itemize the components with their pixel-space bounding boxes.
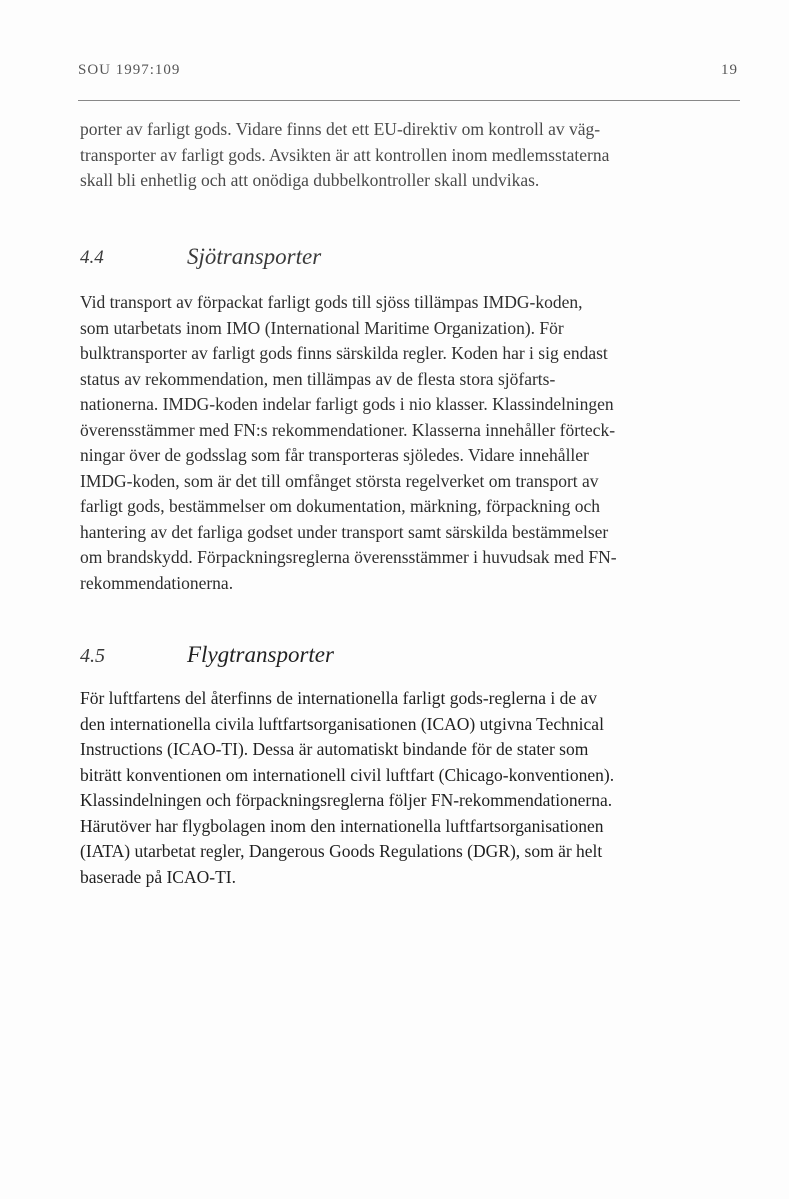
- intro-paragraph: [80, 117, 720, 194]
- paragraph-line: den internationella civila luftfartsorganisationen (ICAO) utgivna Technical: [80, 713, 604, 734]
- paragraph-line: IMDG-koden, som är det till omfånget största regelverket om transport av: [80, 470, 599, 491]
- section-title: Sjötransporter: [187, 244, 322, 269]
- paragraph-line: transporter av farligt gods. Avsikten är att kontrollen inom medlemsstaterna: [80, 144, 610, 165]
- paragraph-line: Instructions (ICAO-TI). Dessa är automatiskt bindande för de stater som: [80, 739, 589, 759]
- paragraph-line: bulktransporter av farligt gods finns särskilda regler. Koden har i sig endast: [80, 343, 608, 363]
- paragraph-line: ningar över de godsslag som får transporteras sjöledes. Vidare innehåller: [80, 445, 589, 465]
- paragraph-line: hantering av det farliga godset under transport samt särskilda bestämmelser: [80, 521, 609, 542]
- paragraph-line: Vid transport av förpackat farligt gods till sjöss tillämpas IMDG-koden,: [80, 292, 583, 312]
- paragraph-line: farligt gods, bestämmelser om dokumentation, märkning, förpackning och: [80, 496, 601, 516]
- section-number: 4.4: [80, 247, 104, 268]
- paragraph-line: För luftfartens del återfinns de internationella farligt gods-reglerna i de av: [80, 688, 598, 708]
- paragraph-line: Härutöver har flygbolagen inom den internationella luftfartsorganisationen: [80, 815, 604, 836]
- section-4-4-paragraph: [80, 290, 720, 596]
- paragraph-line: biträtt konventionen om internationell civil luftfart (Chicago-konventionen).: [80, 764, 615, 785]
- header-divider: [78, 100, 740, 101]
- paragraph-line: nationerna. IMDG-koden indelar farligt gods i nio klasser. Klassindelningen: [80, 394, 614, 414]
- publication-reference: SOU 1997:109: [78, 62, 181, 78]
- paragraph-line: baserade på ICAO-TI.: [80, 866, 236, 887]
- section-title: Flygtransporter: [187, 642, 334, 667]
- paragraph-line: (IATA) utarbetat regler, Dangerous Goods Regulations (DGR), som är helt: [80, 841, 603, 861]
- paragraph-line: skall bli enhetlig och att onödiga dubbelkontroller skall undvikas.: [80, 170, 540, 190]
- paragraph-line: överensstämmer med FN:s rekommendationer. Klasserna innehåller förteck-: [80, 419, 616, 440]
- paragraph-line: om brandskydd. Förpackningsreglerna överensstämmer i huvudsak med FN-: [80, 547, 617, 567]
- paragraph-line: rekommendationerna.: [80, 572, 234, 593]
- paragraph-line: Klassindelningen och förpackningsreglerna följer FN-rekommendationerna.: [80, 790, 613, 810]
- running-header: [78, 62, 738, 86]
- paragraph-line: status av rekommendation, men tillämpas av de flesta stora sjöfarts-: [80, 368, 556, 389]
- section-number: 4.5: [80, 645, 105, 667]
- paragraph-line: porter av farligt gods. Vidare finns det ett EU-direktiv om kontroll av väg-: [80, 119, 601, 139]
- page-number: 19: [721, 62, 738, 78]
- section-4-5-paragraph: [80, 686, 720, 890]
- paragraph-line: som utarbetats inom IMO (International Maritime Organization). För: [80, 317, 564, 338]
